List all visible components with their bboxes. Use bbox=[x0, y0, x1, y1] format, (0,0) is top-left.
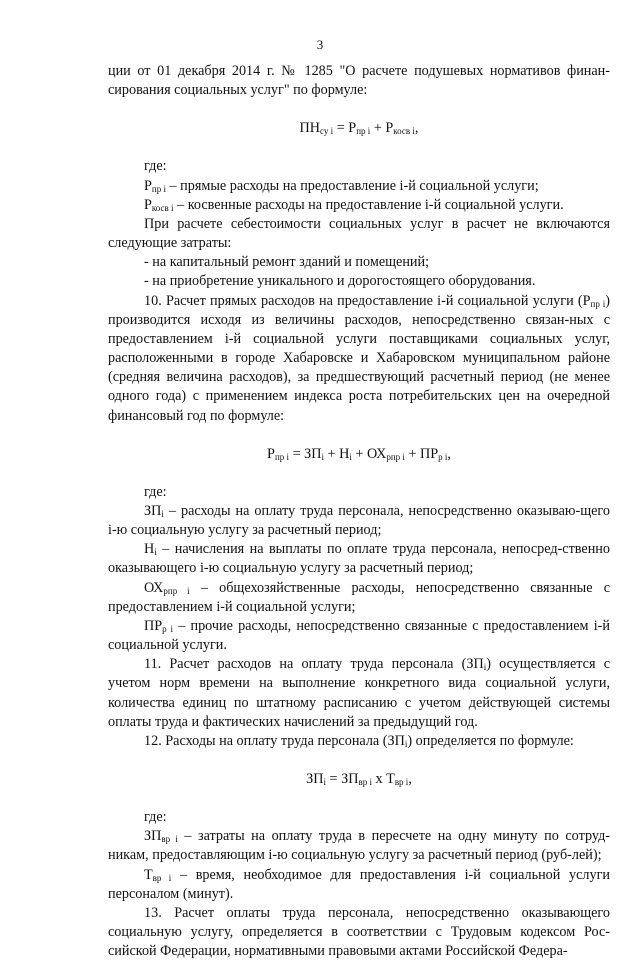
text-paragraph: $Р_{косв i}$ – косвенные расходы на предоставление i-й социальной услуги. bbox=[144, 196, 564, 213]
subscript: р i bbox=[162, 623, 174, 634]
text-paragraph: $ОХ_{рпр i}$ – общехозяйственные расходы, непосредственно связанные с предоставлением i-й социальной услуги; bbox=[108, 579, 610, 615]
text-paragraph: где: bbox=[144, 483, 167, 500]
paragraph-gap bbox=[108, 138, 610, 157]
text-paragraph: 12. Расходы на оплату труда персонала $(ЗП_i)$ определяется по формуле: bbox=[144, 732, 574, 749]
text-paragraph: $Р_{пр i}$ – прямые расходы на предоставление i-й социальной услуги; bbox=[144, 177, 539, 194]
subscript: i bbox=[161, 508, 164, 519]
text-paragraph: 11. Расчет расходов на оплату труда персонала $(ЗП_i)$ осуществляется с учетом норм времени на выполнение конкретного вида социальной услуги, количества единиц по штатному расписанию с учетом действующей системы оплаты труда и фактических начислений за предыдущий год. bbox=[108, 656, 610, 730]
text-paragraph: 10. Расчет прямых расходов на предоставление i-й социальной услуги $(Р_{пр i})$ производится исходя из величины расходов, непосредственно связан-ных с предоставлением i-й социальной услуги поставщиками социальных услуг, расположенными в городе Хабаровске и Хабаровском муниципальном районе (средняя величина расходов), за предшествующий расчетный период (не менее одного года) с применением индекса роста потребительских цен на очередной финансовый год по формуле: bbox=[108, 292, 610, 424]
subscript: рпр i bbox=[386, 451, 405, 462]
text-paragraph: $ЗП_{вр i}$ – затраты на оплату труда в пересчете на одну минуту по сотруд-никам, предоставляющим i-ю социальную услугу за расчетный период (руб-лей); bbox=[108, 828, 611, 864]
subscript: косв i bbox=[151, 202, 174, 213]
subscript: су i bbox=[320, 126, 334, 137]
text-paragraph: где: bbox=[144, 809, 167, 826]
text-paragraph: где: bbox=[144, 158, 167, 175]
subscript: р i bbox=[438, 451, 448, 462]
subscript: вр i bbox=[152, 872, 172, 883]
text-paragraph: ции от 01 декабря 2014 г. № 1285 "О расчете подушевых нормативов финан-сирования социальных услуг" по формуле: bbox=[108, 63, 610, 99]
paragraph-gap bbox=[108, 100, 610, 119]
subscript: пр i bbox=[356, 126, 371, 137]
paragraph-gap bbox=[108, 789, 610, 808]
subscript: i bbox=[321, 451, 324, 462]
text-paragraph: $ЗП_i$ – расходы на оплату труда персонала, непосредственно оказываю-щего i-ю социальную услугу за расчетный период; bbox=[108, 502, 610, 539]
subscript: пр i bbox=[151, 183, 166, 194]
subscript: i bbox=[483, 662, 487, 673]
subscript: пр i bbox=[274, 451, 290, 462]
text-paragraph: - на приобретение уникального и дорогостоящего оборудования. bbox=[144, 273, 536, 290]
subscript: косв i bbox=[393, 126, 415, 137]
formula-line: $ПН_{су i} = Р_{пр i} + Р_{косв i}$, bbox=[299, 120, 419, 137]
document-body bbox=[108, 62, 610, 961]
subscript: i bbox=[404, 738, 408, 749]
subscript: вр i bbox=[358, 777, 372, 787]
subscript: i bbox=[323, 777, 326, 787]
subscript: i bbox=[349, 451, 352, 462]
text-paragraph: 13. Расчет оплаты труда персонала, непосредственно оказывающего социальную услугу, определяется в соответствии с Трудовым кодексом Рос-сийской Федерации, нормативными правовыми актами Российской Федера- bbox=[108, 904, 610, 960]
paragraph-gap bbox=[108, 464, 610, 483]
formula-line: $ЗП_i = ЗП_{вр i}$ х $Т_{вр i}$, bbox=[306, 771, 412, 787]
text-paragraph: - на капитальный ремонт зданий и помещений; bbox=[144, 254, 430, 271]
subscript: вр i bbox=[161, 834, 178, 845]
subscript: вр i bbox=[394, 777, 409, 787]
subscript: рпр i bbox=[163, 585, 190, 596]
formula-line: $Р_{пр i} = ЗП_i + Н_i + ОХ_{рпр i} + ПР_{р i}$, bbox=[267, 445, 451, 462]
page-number: 3 bbox=[316, 37, 324, 52]
text-paragraph: $ПР_{р i}$ – прочие расходы, непосредственно связанные с предоставлением i-й социальной услуги. bbox=[108, 617, 610, 654]
text-paragraph: При расчете себестоимости социальных услуг в расчет не включаются следующие затраты: bbox=[108, 215, 610, 252]
subscript: i bbox=[154, 547, 157, 558]
text-paragraph: $Т_{вр i}$ – время, необходимое для предоставления i-й социальной услуги персоналом (минут). bbox=[108, 866, 611, 902]
paragraph-gap bbox=[108, 751, 610, 770]
subscript: пр i bbox=[590, 298, 606, 309]
paragraph-gap bbox=[108, 426, 610, 445]
text-paragraph: $Н_i$ – начисления на выплаты по оплате труда персонала, непосред-ственно оказывающего i-ю социальную услугу за расчетный период; bbox=[108, 541, 610, 577]
